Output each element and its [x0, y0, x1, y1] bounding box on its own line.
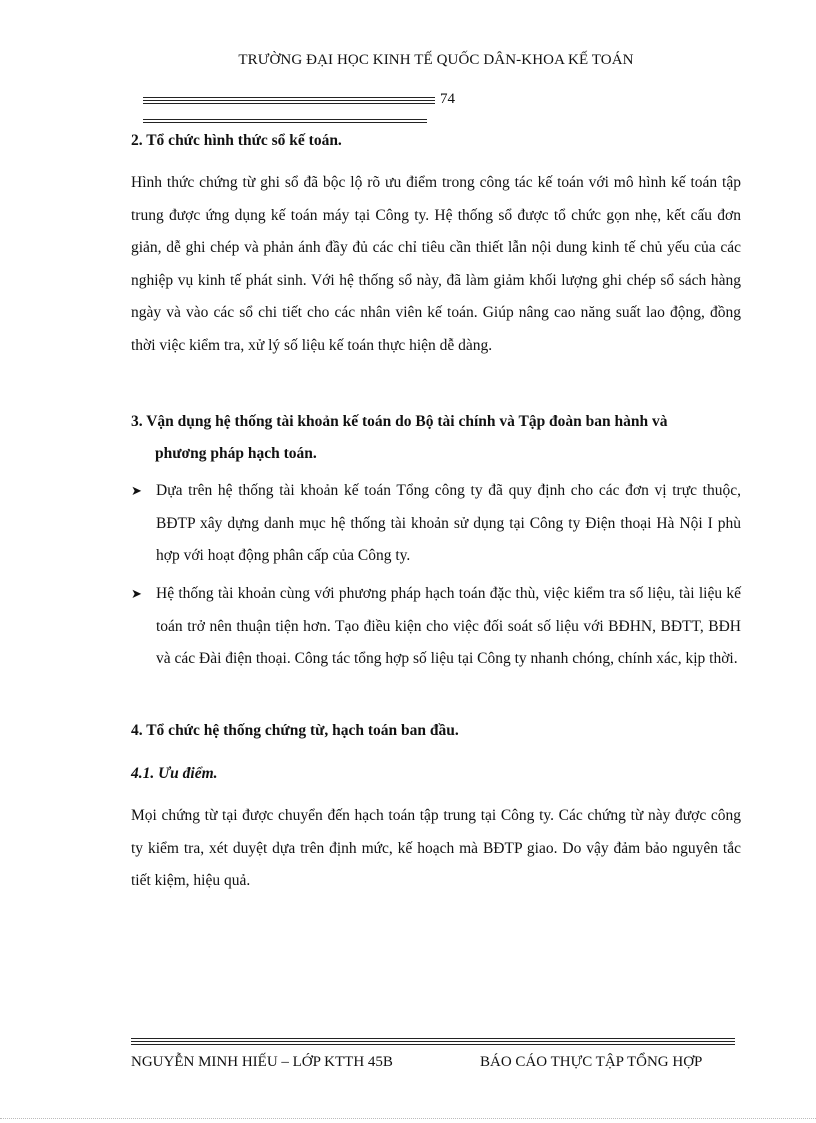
footer-author: NGUYỄN MINH HIẾU – LỚP KTTH 45B — [131, 1054, 393, 1070]
footer-rule-3 — [131, 1044, 735, 1045]
arrow-bullet-icon: ➤ — [131, 483, 142, 498]
page-edge — [0, 1118, 816, 1119]
header-rule-lower — [143, 119, 427, 120]
section-4-1-heading: 4.1. Ưu điểm. — [131, 765, 218, 782]
section-3-heading — [131, 406, 741, 470]
section-4-1-paragraph: Mọi chứng từ tại được chuyển đến hạch toán tập trung tại Công ty. Các chứng từ này được công ty kiểm tra, xét duyệt dựa trên định mức, kế hoạch mà BĐTP giao. Do vậy đảm bảo nguyên tắc tiết kiệm, hiệu quả. — [131, 807, 741, 889]
section-3-heading-line1: 3. Vận dụng hệ thống tài khoản kế toán do Bộ tài chính và Tập đoàn ban hành và — [131, 413, 668, 430]
header-title: TRƯỜNG ĐẠI HỌC KINH TẾ QUỐC DÂN-KHOA KẾ TOÁN — [238, 52, 634, 68]
header-rule-lower-2 — [143, 122, 427, 123]
bullet-text: Dựa trên hệ thống tài khoản kế toán Tổng công ty đã quy định cho các đơn vị trực thuộc, BĐTP xây dựng danh mục hệ thống tài khoản sử dụng tại Công ty Điện thoại Hà Nội I phù hợp với hoạt động phân cấp của Công ty. — [156, 482, 741, 564]
footer-rule — [131, 1038, 735, 1039]
section-4-heading: 4. Tổ chức hệ thống chứng từ, hạch toán ban đầu. — [131, 722, 459, 739]
section-2-heading: 2. Tổ chức hình thức sổ kế toán. — [131, 132, 342, 149]
section-3-heading-line2: phương pháp hạch toán. — [155, 445, 317, 462]
list-item — [131, 578, 741, 676]
arrow-bullet-icon: ➤ — [131, 586, 142, 601]
bullet-text: Hệ thống tài khoản cùng với phương pháp hạch toán đặc thù, việc kiểm tra số liệu, tài liệu kế toán trở nên thuận tiện hơn. Tạo điều kiện cho việc đối soát số liệu với BĐHN, BĐTT, BĐH và các Đài điện thoại. Công tác tổng hợp số liệu tại Công ty nhanh chóng, chính xác, kịp thời. — [156, 585, 741, 667]
page-number: 74 — [440, 91, 455, 107]
section-2-paragraph: Hình thức chứng từ ghi sổ đã bộc lộ rõ ưu điểm trong công tác kế toán với mô hình kế toán tập trung được ứng dụng kế toán máy tại Công ty. Hệ thống sổ được tổ chức gọn nhẹ, kết cấu đơn giản, dễ ghi chép và phản ánh đầy đủ các chỉ tiêu cần thiết lẫn nội dung kinh tế chủ yếu của các nghiệp vụ kinh tế phát sinh. Với hệ thống sổ này, đã làm giảm khối lượng ghi chép sổ sách hàng ngày và vào các sổ chi tiết cho các nhân viên kế toán. Giúp nâng cao năng suất lao động, đồng thời việc kiểm tra, xử lý số liệu kế toán thực hiện dễ dàng. — [131, 174, 741, 354]
list-item — [131, 475, 741, 573]
header-rule-top-3 — [143, 103, 435, 104]
footer-rule-2 — [131, 1041, 735, 1042]
footer-report-title: BÁO CÁO THỰC TẬP TỔNG HỢP — [480, 1054, 703, 1070]
header-rule-top — [143, 97, 435, 98]
header-rule-top-2 — [143, 100, 435, 101]
